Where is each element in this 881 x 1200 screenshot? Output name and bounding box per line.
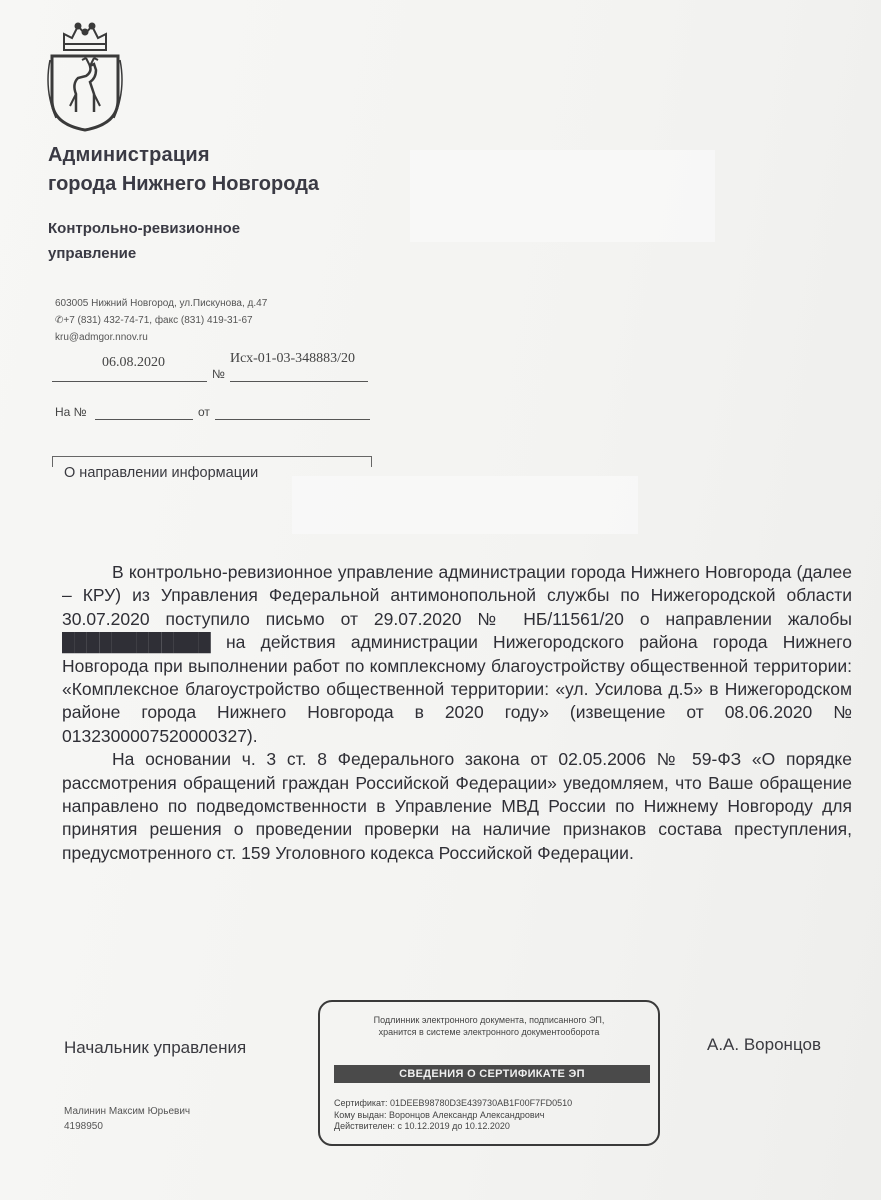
organization-name-line1: Администрация <box>48 144 210 166</box>
number-line <box>230 381 368 382</box>
signatory-title: Начальник управления <box>64 1038 247 1057</box>
signatory-name: А.А. Воронцов <box>707 1035 821 1054</box>
paragraph-1: В контрольно-ревизионное управление администрации города Нижнего Новгорода (далее – КРУ) из Управления Федеральной антимонопольной службы по Нижегородской области 30.07.2020 поступило письмо от 29.07.2020 № НБ/11561/20 о направлении жалобы ████████████ на действия администрации Нижегородского района города Нижнего Новгорода при выполнении работ по комплексному благоустройству общественной территории: «Комплексное благоустройство общественной территории: «ул. Усилова д.5» в Нижегородском районе города Нижнего Новгорода в 2020 году» (извещение от 08.06.2020 № 0132300007520000327). <box>62 562 852 746</box>
date-line <box>52 381 207 382</box>
letter-body <box>62 561 852 865</box>
issued-label: Кому выдан: <box>334 1109 387 1120</box>
address: 603005 Нижний Новгород, ул.Пискунова, д.47 <box>55 298 268 309</box>
outgoing-number: Исх-01-03-348883/20 <box>230 351 356 366</box>
organization-name-line2: города Нижнего Новгорода <box>48 173 320 195</box>
department-name-line1: Контрольно-ревизионное <box>48 220 241 237</box>
cert-value: 01DEEB98780D3E439730AB1F00F7FD0510 <box>389 1098 573 1108</box>
reference-from-label: от <box>198 405 210 419</box>
executor-phone: 4198950 <box>64 1121 103 1132</box>
reference-label: На № <box>55 405 87 419</box>
electronic-signature-stamp <box>318 1000 660 1146</box>
city-coat-of-arms-icon <box>46 20 124 132</box>
issued-value: Воронцов Александр Александрович <box>389 1109 545 1120</box>
reference-number-line <box>95 419 193 420</box>
reference-date-line <box>215 419 370 420</box>
cert-label: Сертификат: <box>334 1098 388 1108</box>
executor-info <box>64 1104 190 1134</box>
redacted-recipient <box>410 150 715 242</box>
outgoing-date: 06.08.2020 <box>102 355 165 370</box>
stamp-header <box>320 1014 658 1038</box>
department-name-line2: управление <box>48 245 137 262</box>
stamp-certificate-info <box>334 1098 572 1133</box>
valid-value: с 10.12.2019 до 10.12.2020 <box>397 1121 510 1131</box>
executor-name: Малинин Максим Юрьевич <box>64 1106 191 1117</box>
number-sign: № <box>212 367 225 381</box>
stamp-line2: хранится в системе электронного документооборота <box>378 1027 600 1037</box>
email: kru@admgor.nnov.ru <box>55 332 148 343</box>
paragraph-2: На основании ч. 3 ст. 8 Федерального закона от 02.05.2006 № 59-ФЗ «О порядке рассмотрения обращений граждан Российской Федерации» уведомляем, что Ваше обращение направлено по подведомственности в Управление МВД России по Нижнему Новгороду для принятия решения о проведении проверки на наличие признаков состава преступления, предусмотренного ст. 159 Уголовного кодекса Российской Федерации. <box>62 749 852 863</box>
redacted-block <box>292 476 638 534</box>
stamp-certificate-bar: СВЕДЕНИЯ О СЕРТИФИКАТЕ ЭП <box>334 1065 650 1083</box>
subject-line: О направлении информации <box>64 465 259 481</box>
phone-fax: ✆+7 (831) 432-74-71, факс (831) 419-31-67 <box>55 315 253 326</box>
valid-label: Действителен: <box>334 1121 396 1131</box>
stamp-line1: Подлинник электронного документа, подписанного ЭП, <box>373 1015 605 1025</box>
